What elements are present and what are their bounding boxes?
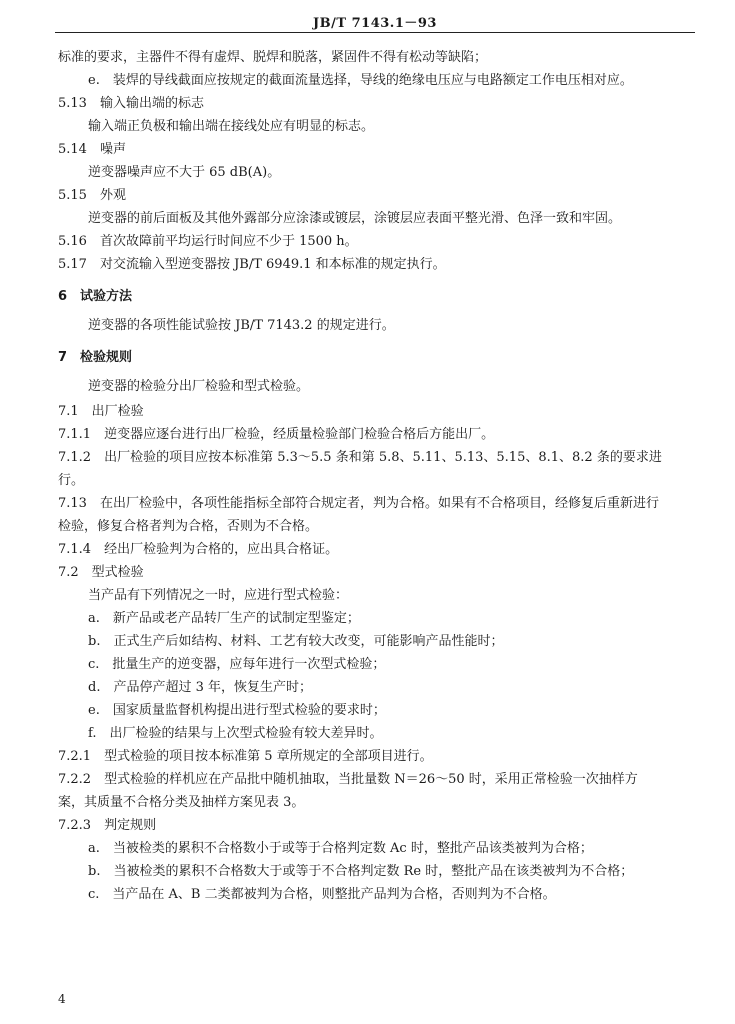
text-line: 当产品有下列情况之一时，应进行型式检验： [88,588,349,603]
section-heading: 7.1 出厂检验 [58,404,144,419]
text-line: e. 装焊的导线截面应按规定的截面流量选择，导线的绝缘电压应与电路额定工作电压相对应。 [88,73,633,88]
text-line: 5.16 首次故障前平均运行时间应不少于 1500 h。 [58,234,358,249]
list-item: b. 当被检类的累积不合格数大于或等于不合格判定数 Re 时，整批产品在该类被判为不合格； [88,864,634,879]
chapter-heading: 6 试验方法 [58,289,133,304]
text-line: 逆变器的各项性能试验按 JB/T 7143.2 的规定进行。 [88,318,395,333]
text-line: 7.1.4 经出厂检验判为合格的，应出具合格证。 [58,542,339,557]
text-line: 检验，修复合格者判为合格，否则为不合格。 [58,519,319,534]
section-heading: 7.2 型式检验 [58,565,144,580]
text-line: 5.17 对交流输入型逆变器按 JB/T 6949.1 和本标准的规定执行。 [58,257,446,272]
text-line: 7.2.2 型式检验的样机应在产品批中随机抽取，当批量数 N＝26～50 时，采用正常检验一次抽样方 [58,772,638,787]
list-item: f. 出厂检验的结果与上次型式检验有较大差异时。 [88,726,383,741]
list-item: a. 新产品或老产品转厂生产的试制定型鉴定； [88,611,360,626]
section-heading: 5.14 噪声 [58,142,126,157]
text-line: 逆变器的检验分出厂检验和型式检验。 [88,379,310,394]
page-number: 4 [58,992,66,1006]
text-line: 逆变器噪声应不大于 65 dB(A)。 [88,165,281,180]
list-item: a. 当被检类的累积不合格数小于或等于合格判定数 Ac 时，整批产品该类被判为合格； [88,841,593,856]
header-rule [55,32,695,33]
list-item: c. 批量生产的逆变器，应每年进行一次型式检验； [88,657,386,672]
text-line: 7.1.2 出厂检验的项目应按本标准第 5.3～5.5 条和第 5.8、5.11、5.13、5.15、8.1、8.2 条的要求进 [58,450,662,465]
chapter-heading: 7 检验规则 [58,350,133,365]
section-heading: 5.13 输入输出端的标志 [58,96,204,111]
text-line: 逆变器的前后面板及其他外露部分应涂漆或镀层，涂镀层应表面平整光滑、色泽一致和牢固。 [88,211,622,226]
text-line: 7.2.1 型式检验的项目按本标准第 5 章所规定的全部项目进行。 [58,749,433,764]
list-item: b. 正式生产后如结构、材料、工艺有较大改变，可能影响产品性能时； [88,634,504,649]
text-line: 案，其质量不合格分类及抽样方案见表 3。 [58,795,305,810]
page-header: JB/T 7143.1－93 [313,16,437,31]
text-line: 行。 [58,473,85,488]
list-item: c. 当产品在 A、B 二类都被判为合格，则整批产品判为合格，否则判为不合格。 [88,887,556,902]
text-line: 输入端正负极和输出端在接线处应有明显的标志。 [88,119,375,134]
list-item: d. 产品停产超过 3 年，恢复生产时； [88,680,312,695]
list-item: e. 国家质量监督机构提出进行型式检验的要求时； [88,703,386,718]
section-heading: 7.2.3 判定规则 [58,818,157,833]
text-line: 7.1.1 逆变器应逐台进行出厂检验，经质量检验部门检验合格后方能出厂。 [58,427,495,442]
text-line: 7.13 在出厂检验中，各项性能指标全部符合规定者，判为合格。如果有不合格项目，经修复后重新进行 [58,496,659,511]
section-heading: 5.15 外观 [58,188,126,203]
text-line: 标准的要求，主器件不得有虚焊、脱焊和脱落，紧固件不得有松动等缺陷； [58,50,488,65]
